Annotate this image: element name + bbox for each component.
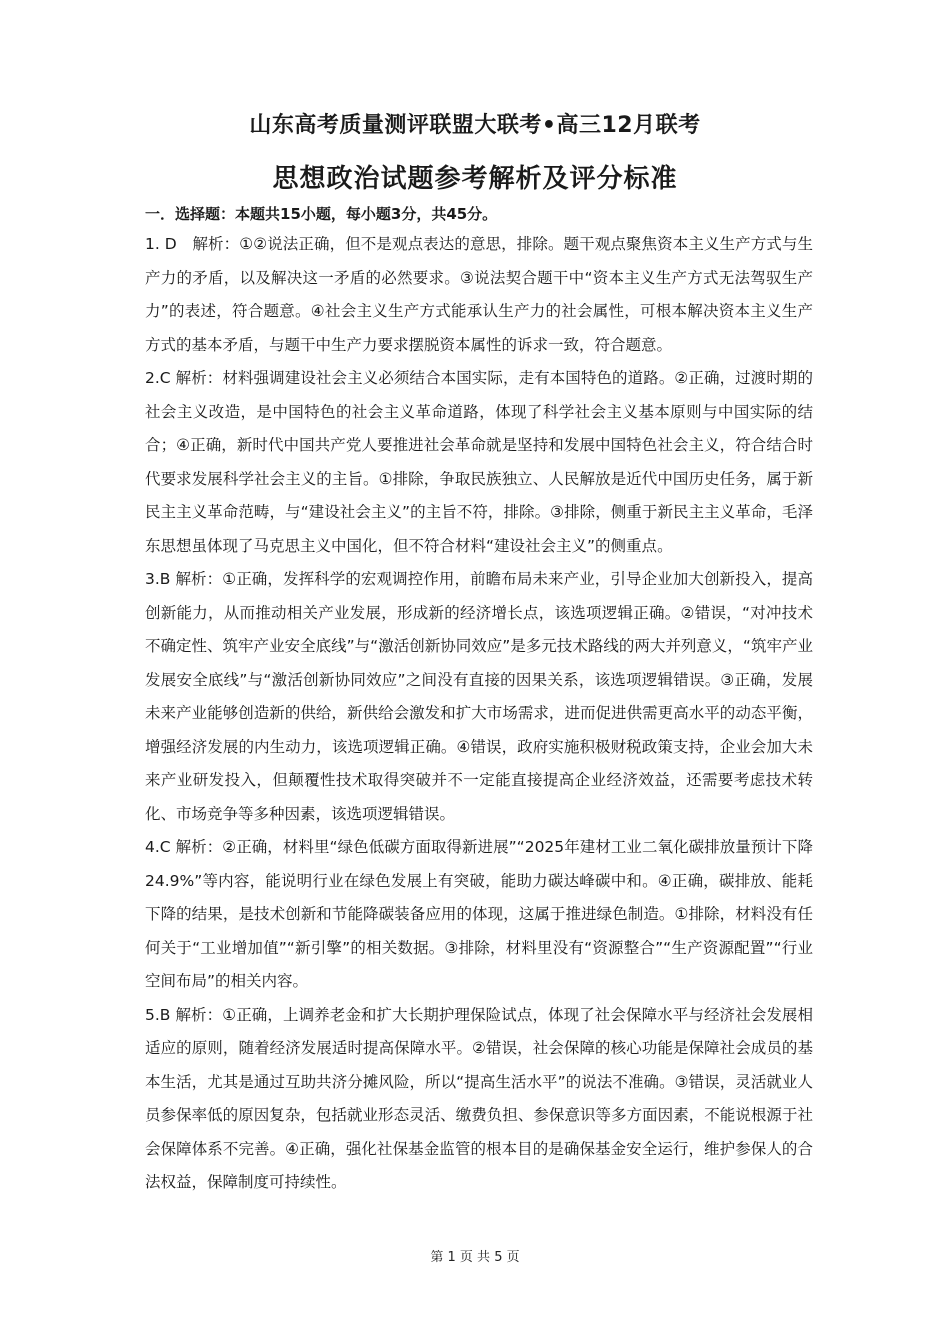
question-3-explanation: 3.B 解析：①正确，发挥科学的宏观调控作用，前瞻布局未来产业，引导企业加大创新投入，提高创新能力，从而推动相关产业发展，形成新的经济增长点，该选项逻辑正确。②错误，“对冲技术不确定性、筑牢产业安全底线”与“激活创新协同效应”是多元技术路线的两大并列意义，“筑牢产业发展安全底线”与“激活创新协同效应”之间没有直接的因果关系，该选项逻辑错误。③正确，发展未来产业能够创造新的供给，新供给会激发和扩大市场需求，进而促进供需更高水平的动态平衡，增强经济发展的内生动力，该选项逻辑正确。④错误，政府实施积极财税政策支持，企业会加大未来产业研发投入，但颠覆性技术取得突破并不一定能直接提高企业经济效益，还需要考虑技术转化、市场竞争等多种因素，该选项逻辑错误。 xyxy=(145,570,813,823)
answer-body xyxy=(145,228,813,1200)
question-1-explanation: 1. D 解析：①②说法正确，但不是观点表达的意思，排除。题干观点聚焦资本主义生产方式与生产力的矛盾，以及解决这一矛盾的必然要求。③说法契合题干中“资本主义生产方式无法驾驭生产力”的表述，符合题意。④社会主义生产方式能承认生产力的社会属性，可根本解决资本主义生产方式的基本矛盾，与题干中生产力要求摆脱资本属性的诉求一致，符合题意。 xyxy=(145,235,813,354)
question-2-explanation: 2.C 解析：材料强调建设社会主义必须结合本国实际，走有本国特色的道路。②正确，过渡时期的社会主义改造，是中国特色的社会主义革命道路，体现了科学社会主义基本原则与中国实际的结合；④正确，新时代中国共产党人要推进社会革命就是坚持和发展中国特色社会主义，符合结合时代要求发展科学社会主义的主旨。①排除，争取民族独立、人民解放是近代中国历史任务，属于新民主主义革命范畴，与“建设社会主义”的主旨不符，排除。③排除，侧重于新民主主义革命，毛泽东思想虽体现了马克思主义中国化，但不符合材料“建设社会主义”的侧重点。 xyxy=(145,369,813,555)
section-heading: 一．选择题：本题共15小题，每小题3分，共45分。 xyxy=(145,205,498,223)
page-number: 第 1 页 共 5 页 xyxy=(430,1250,520,1265)
question-4-explanation: 4.C 解析：②正确，材料里“绿色低碳方面取得新进展”“2025年建材工业二氧化碳排放量预计下降24.9%”等内容，能说明行业在绿色发展上有突破，能助力碳达峰碳中和。④正确，碳排放、能耗下降的结果，是技术创新和节能降碳装备应用的体现，这属于推进绿色制造。①排除，材料没有任何关于“工业增加值”“新引擎”的相关数据。③排除，材料里没有“资源整合”“生产资源配置”“行业空间布局”的相关内容。 xyxy=(145,838,813,990)
question-5-explanation: 5.B 解析：①正确，上调养老金和扩大长期护理保险试点，体现了社会保障水平与经济社会发展相适应的原则，随着经济发展适时提高保障水平。②错误，社会保障的核心功能是保障社会成员的基本生活，尤其是通过互助共济分摊风险，所以“提高生活水平”的说法不准确。③错误，灵活就业人员参保率低的原因复杂，包括就业形态灵活、缴费负担、参保意识等多方面因素，不能说根源于社会保障体系不完善。④正确，强化社保基金监管的根本目的是确保基金安全运行，维护参保人的合法权益，保障制度可持续性。 xyxy=(145,1005,813,1191)
document-subtitle: 思想政治试题参考解析及评分标准 xyxy=(272,164,678,194)
exam-title: 山东高考质量测评联盟大联考•高三12月联考 xyxy=(249,113,701,138)
